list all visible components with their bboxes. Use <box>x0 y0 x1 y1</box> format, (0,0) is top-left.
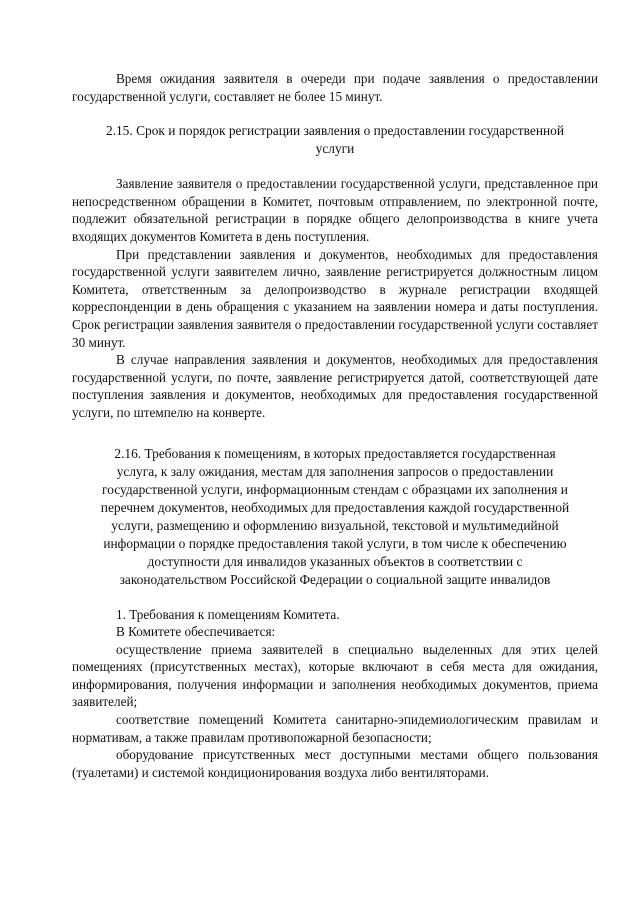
section-2-15-paragraph-2: При представлении заявления и документов, необходимых для предоставления государственной услуги заявителем лично, заявление регистрируется должностным лицом Комитета, ответственным за делопроизводство в журнале регистрации входящей корреспонденции в день обращения с указанием на заявлении номера и даты поступления. Срок регистрации заявления заявителя о предоставлении государственной услуги составляет 30 минут. <box>72 246 598 350</box>
requirements-list-title: 1. Требования к помещениям Комитета. <box>116 606 340 622</box>
document-page <box>72 70 598 781</box>
section-2-15-paragraph-1: Заявление заявителя о предоставлении государственной услуги, представленное при непосредственном обращении в Комитет, почтовым отправлением, по электронной почте, подлежит обязательной регистрации в порядке общего делопроизводства в книге учета входящих документов Комитета в день поступления. <box>72 176 598 244</box>
section-2-15-paragraph-3: В случае направления заявления и документов, необходимых для предоставления государственной услуги, по почте, заявление регистрируется датой, соответствующей дате поступления заявления и документов, необходимых для предоставления государственной услуги, по штемпелю на конверте. <box>72 352 598 420</box>
requirement-item-1: осуществление приема заявителей в специально выделенных для этих целей помещениях (присутственных местах), которые включают в себя места для ожидания, информирования, получения информации и заполнения необходимых документов, приема заявителей; <box>72 641 598 710</box>
waiting-time-paragraph: Время ожидания заявителя в очереди при подаче заявления о предоставлении государственной услуги, составляет не более 15 минут. <box>72 71 598 104</box>
requirements-intro: В Комитете обеспечивается: <box>116 624 276 640</box>
requirement-item-2: соответствие помещений Комитета санитарно-эпидемиологическим правилам и нормативам, а также правилам противопожарной безопасности; <box>72 712 598 745</box>
section-2-16-heading: 2.16. Требования к помещениям, в которых предоставляется государственная услуга, к залу ожидания, местам для заполнения запросов о предоставлении государственной услуги, информационным стендам с образцами их заполнения и перечнем документов, необходимых для предоставления каждой государственной услуги, размещению и оформлению визуальной, текстовой и мультимедийной информации о порядке предоставления такой услуги, в том числе к обеспечению доступности для инвалидов указанных объектов в соответствии с законодательством Российской Федерации о социальной защите инвалидов <box>100 445 570 587</box>
section-2-15-heading: 2.15. Срок и порядок регистрации заявления о предоставлении государственной услуги <box>105 123 565 157</box>
requirement-item-3: оборудование присутственных мест доступными местами общего пользования (туалетами) и системой кондиционирования воздуха либо вентиляторами. <box>72 747 598 780</box>
